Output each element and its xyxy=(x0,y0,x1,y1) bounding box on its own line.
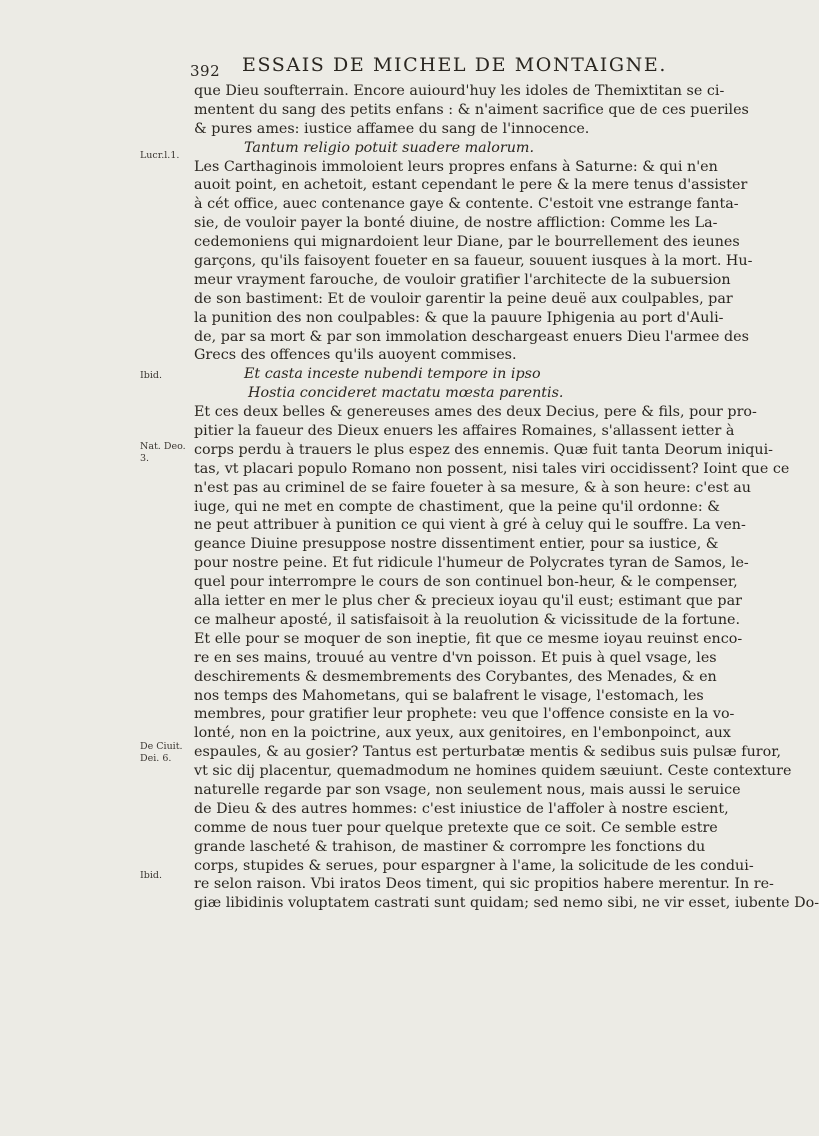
text-line: ne peut attribuer à punition ce qui vient à gré à celuy qui le souffre. La ven- xyxy=(194,517,746,534)
text-line: à cét office, auec contenance gaye & contente. C'estoit vne estrange fanta- xyxy=(194,196,739,213)
text-line: meur vrayment farouche, de vouloir gratifier l'architecte de la subuersion xyxy=(194,271,731,288)
latin-quote-line: Et casta inceste nubendi tempore in ipso xyxy=(244,366,541,383)
text-line: Et elle pour se moquer de son ineptie, fit que ce mesme ioyau reuinst enco- xyxy=(194,630,743,647)
running-title: ESSAIS DE MICHEL DE MONTAIGNE. xyxy=(242,54,667,76)
text-line: Grecs des offences qu'ils auoyent commises. xyxy=(194,347,517,364)
text-line: membres, pour gratifier leur prophete: veu que l'offence consiste en la vo- xyxy=(194,706,735,723)
margin-note-de-ciuit-dei: De Ciuit. Dei. 6. xyxy=(140,741,183,764)
text-line: iuge, qui ne met en compte de chastiment, que la peine qu'il ordonne: & xyxy=(194,498,720,515)
text-line: nos temps des Mahometans, qui se balafrent le visage, l'estomach, les xyxy=(194,687,704,704)
text-line: ce malheur aposté, il satisfaisoit à la reuolution & vicissitude de la fortune. xyxy=(194,611,741,628)
text-line: grande lascheté & trahison, de mastiner & corrompre les fonctions du xyxy=(194,838,706,855)
text-line: re en ses mains, trouué au ventre d'vn poisson. Et puis à quel vsage, les xyxy=(194,649,717,666)
text-line: espaules, & au gosier? Tantus est perturbatæ mentis & sedibus suis pulsæ furor, xyxy=(194,744,782,761)
body-text xyxy=(194,82,819,913)
text-line: n'est pas au criminel de se faire foueter à sa mesure, & à son heure: c'est au xyxy=(194,479,752,496)
text-line: deschirements & desmembrements des Corybantes, des Menades, & en xyxy=(194,668,717,685)
text-line: corps, stupides & serues, pour espargner à l'ame, la solicitude de les condui- xyxy=(194,857,754,874)
text-line: geance Diuine presuppose nostre dissentiment entier, pour sa iustice, & xyxy=(194,536,719,553)
text-line: corps perdu à trauers le plus espez des ennemis. Quæ fuit tanta Deorum iniqui- xyxy=(194,441,774,458)
text-line: auoit point, en achetoit, estant cependant le pere & la mere tenus d'assister xyxy=(194,177,748,194)
text-line: de son bastiment: Et de vouloir garentir la peine deuë aux coulpables, par xyxy=(194,290,733,307)
text-line: que Dieu soufterrain. Encore auiourd'huy les idoles de Themixtitan se ci- xyxy=(194,83,725,99)
margin-note-ibid: Ibid. xyxy=(140,370,162,381)
margin-note-lucretius: Lucr.l.1. xyxy=(140,150,180,161)
text-line: sie, de vouloir payer la bonté diuine, de nostre affliction: Comme les La- xyxy=(194,215,718,232)
text-line: tas, vt placari populo Romano non possent, nisi tales viri occidissent? Ioint que ce xyxy=(194,460,790,477)
latin-quote-line: Hostia concideret mactatu mœsta parentis. xyxy=(248,385,564,402)
text-line: de Dieu & des autres hommes: c'est iniustice de l'affoler à nostre escient, xyxy=(194,800,729,817)
text-line: vt sic dij placentur, quemadmodum ne homines quidem sæuiunt. Ceste contexture xyxy=(194,763,792,780)
page-number: 392 xyxy=(190,62,221,80)
text-line: de, par sa mort & par son immolation deschargeast enuers Dieu l'armee des xyxy=(194,328,749,345)
text-line: giæ libidinis voluptatem castrati sunt quidam; sed nemo sibi, ne vir esset, iubente Do- xyxy=(194,895,819,912)
text-line: quel pour interrompre le cours de son continuel bon-heur, & le compenser, xyxy=(194,574,738,591)
text-line: naturelle regarde par son vsage, non seulement nous, mais aussi le seruice xyxy=(194,781,741,798)
text-line: mentent du sang des petits enfans : & n'aiment sacrifice que de ces pueriles xyxy=(194,101,749,118)
text-line: comme de nous tuer pour quelque pretexte que ce soit. Ce semble estre xyxy=(194,819,718,836)
text-line: alla ietter en mer le plus cher & precieux ioyau qu'il eust; estimant que par xyxy=(194,593,742,610)
latin-quote-line: Tantum religio potuit suadere malorum. xyxy=(244,139,535,156)
text-line: garçons, qu'ils faisoyent foueter en sa faueur, souuent iusques à la mort. Hu- xyxy=(194,253,753,270)
text-line: pour nostre peine. Et fut ridicule l'humeur de Polycrates tyran de Samos, le- xyxy=(194,555,749,572)
text-line: pitier la faueur des Dieux enuers les affaires Romaines, s'allassent ietter à xyxy=(194,423,735,440)
text-line: & pures ames: iustice affamee du sang de l'innocence. xyxy=(194,120,590,137)
page-header xyxy=(190,54,667,84)
text-line: cedemoniens qui mignardoient leur Diane, par le bourrellement des ieunes xyxy=(194,234,740,251)
margin-note-nat-deo: Nat. Deo. 3. xyxy=(140,441,186,464)
text-line: re selon raison. Vbi iratos Deos timent, qui sic propitios habere merentur. In re- xyxy=(194,876,774,893)
text-line: lonté, non en la poictrine, aux yeux, aux genitoires, en l'embonpoinct, aux xyxy=(194,725,731,742)
text-line: Et ces deux belles & genereuses ames des deux Decius, pere & fils, pour pro- xyxy=(194,404,757,421)
text-line: la punition des non coulpables: & que la pauure Iphigenia au port d'Auli- xyxy=(194,309,724,326)
margin-note-ibid-2: Ibid. xyxy=(140,870,162,881)
text-line: Les Carthaginois immoloient leurs propres enfans à Saturne: & qui n'en xyxy=(194,158,718,175)
